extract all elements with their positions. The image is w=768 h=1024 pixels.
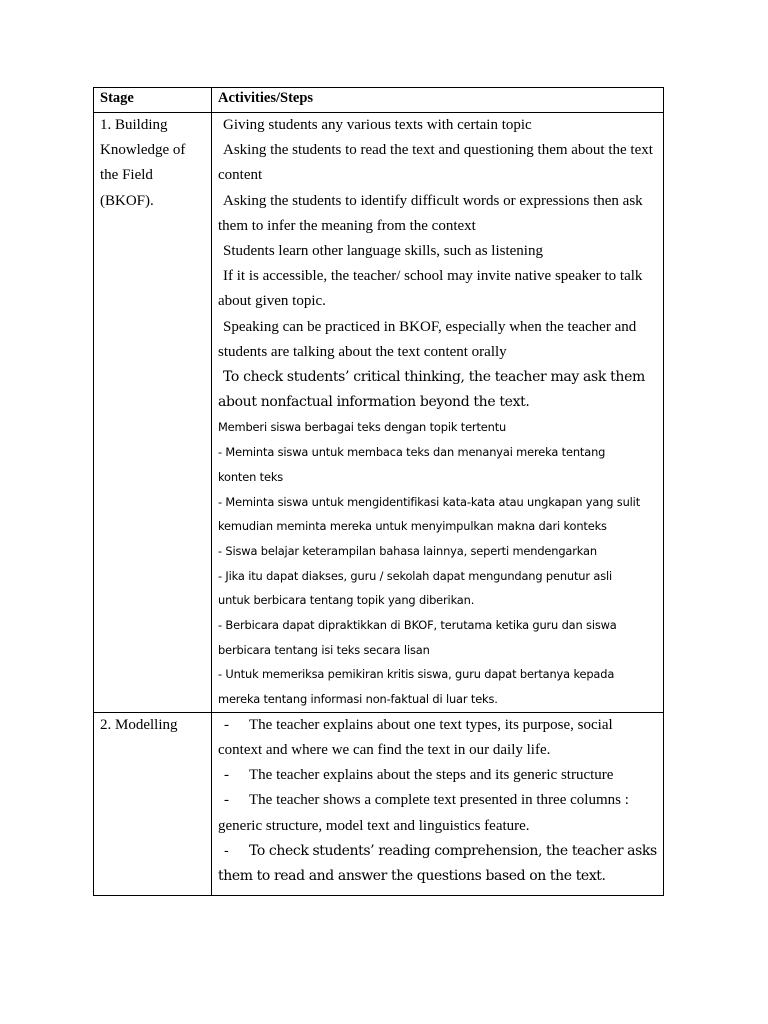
- stage-line: (BKOF).: [100, 192, 154, 209]
- dash-bullet: -: [224, 767, 229, 784]
- step-text: To check students’ reading comprehension, the teacher asks them to read and answer the questions based on the text.: [218, 842, 657, 885]
- stage-line: 2. Modelling: [100, 716, 178, 733]
- stage-line: Knowledge of: [100, 142, 186, 159]
- indonesian-line: Memberi siswa berbagai teks dengan topik tertentu: [218, 420, 507, 435]
- dash-bullet: -: [224, 842, 229, 859]
- indonesian-line: untuk berbicara tentang topik yang diberikan.: [218, 593, 475, 608]
- english-step: Giving students any various texts with certain topic: [223, 117, 532, 133]
- indonesian-line: - Jika itu dapat diakses, guru / sekolah dapat mengundang penutur asli: [218, 568, 613, 583]
- dash-bullet: -: [224, 716, 229, 733]
- modelling-step: [218, 763, 657, 788]
- table-row: [94, 712, 664, 895]
- indonesian-line: berbicara tentang isi teks secara lisan: [218, 642, 430, 657]
- activities-cell-bkof: [212, 113, 664, 713]
- indonesian-line: - Meminta siswa untuk mengidentifikasi kata-kata atau ungkapan yang sulit: [218, 494, 641, 509]
- english-step: If it is accessible, the teacher/ school may invite native speaker to talk about given topic.: [218, 268, 643, 310]
- activities-cell-modelling: [212, 712, 664, 895]
- modelling-step: [218, 839, 657, 889]
- indonesian-line: mereka tentang informasi non-faktual di luar teks.: [218, 692, 498, 707]
- activities-table: [93, 87, 664, 896]
- stage-line: 1. Building: [100, 117, 168, 133]
- stage-cell-modelling: [94, 712, 212, 895]
- table-header-row: [94, 88, 664, 113]
- step-text: The teacher explains about the steps and its generic structure: [249, 767, 614, 784]
- indonesian-line: konten teks: [218, 469, 284, 484]
- english-step: Asking the students to read the text and questioning them about the text content: [218, 142, 653, 184]
- indonesian-line: - Berbicara dapat dipraktikkan di BKOF, terutama ketika guru dan siswa: [218, 618, 617, 633]
- stage-cell-bkof: [94, 113, 212, 713]
- indonesian-line: - Untuk memeriksa pemikiran kritis siswa, guru dapat bertanya kepada: [218, 667, 615, 682]
- indonesian-line: - Siswa belajar keterampilan bahasa lainnya, seperti mendengarkan: [218, 543, 597, 558]
- header-activities: Activities/Steps: [212, 88, 664, 113]
- dash-bullet: -: [224, 792, 229, 809]
- table-row: [94, 113, 664, 713]
- modelling-step: [218, 713, 657, 763]
- english-step: Students learn other language skills, such as listening: [223, 243, 543, 260]
- stage-line: the Field: [100, 167, 153, 184]
- modelling-step: [218, 788, 657, 838]
- step-text: The teacher explains about one text types, its purpose, social context and where we can find the text in our daily life.: [218, 716, 613, 759]
- step-text: The teacher shows a complete text presented in three columns : generic structure, model text and linguistics feature.: [218, 792, 629, 834]
- english-step: To check students’ critical thinking, the teacher may ask them about nonfactual information beyond the text.: [218, 369, 645, 411]
- indonesian-line: - Meminta siswa untuk membaca teks dan menanyai mereka tentang: [218, 445, 606, 460]
- english-step: Speaking can be practiced in BKOF, especially when the teacher and students are talking about the text content orally: [218, 318, 637, 360]
- header-stage: Stage: [94, 88, 212, 113]
- english-step: Asking the students to identify difficult words or expressions then ask them to infer the meaning from the context: [218, 192, 643, 234]
- indonesian-line: kemudian meminta mereka untuk menyimpulkan makna dari konteks: [218, 519, 607, 534]
